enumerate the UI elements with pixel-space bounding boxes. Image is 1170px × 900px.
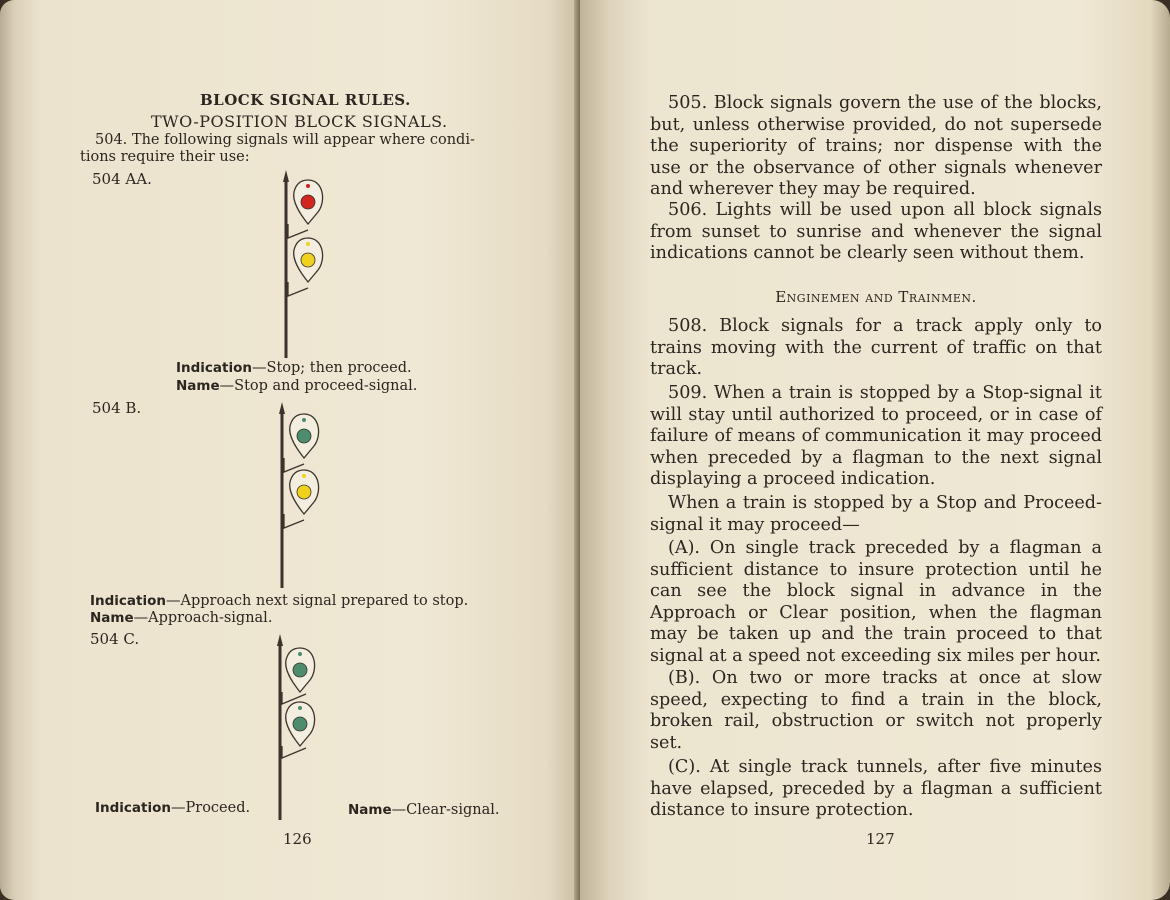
left-page	[0, 0, 580, 900]
signal-label-504c: 504 C.	[90, 630, 140, 648]
signal-label-504aa: 504 AA.	[92, 170, 152, 188]
paragraph-clause-a: (A). On single track preceded by a flagman a sufficient distance to insure protection until he can see the block signal in advance in the Approach or Clear position, when the flagman may be taken up and the train proceed to that signal at a speed not exceeding six miles per hour.	[650, 538, 1102, 666]
signal-504aa-name: Name—Stop and proceed-signal.	[176, 378, 418, 394]
section-heading: Enginemen and Trainmen.	[775, 288, 977, 306]
upper-lamp-assembly	[284, 414, 319, 472]
lower-lamp	[293, 717, 307, 731]
upper-lamp-assembly	[288, 180, 323, 238]
signal-504b-diagram	[264, 400, 334, 592]
lower-lamp	[297, 485, 311, 499]
paragraph-clause-c: (C). At single track tunnels, after five minutes have elapsed, preceded by a flagman a sufficient distance to insure protection.	[650, 757, 1102, 820]
intro-text-line1: 504. The following signals will appear where condi-	[95, 132, 475, 148]
paragraph-506: 506. Lights will be used upon all block signals from sunset to sunrise and whenever the signal indications cannot be clearly seen without them.	[650, 200, 1102, 263]
signal-504b-name: Name—Approach-signal.	[90, 610, 273, 626]
signal-504aa-diagram	[268, 168, 338, 364]
page-number-right: 127	[866, 830, 895, 848]
page-title: BLOCK SIGNAL RULES.	[200, 91, 411, 109]
signal-504aa-indication: Indication—Stop; then proceed.	[176, 360, 412, 376]
lower-lamp-assembly	[288, 238, 323, 296]
signal-504c-name: Name—Clear-signal.	[348, 802, 500, 818]
upper-lamp	[293, 663, 307, 677]
intro-text-line2: tions require their use:	[80, 149, 250, 165]
paragraph-505: 505. Block signals govern the use of the blocks, but, unless otherwise provided, do not supersede the superiority of trains; nor dispense with the use or the observance of other signals whenever and wherever they may be required.	[650, 93, 1102, 199]
upper-lamp	[297, 429, 311, 443]
upper-lamp-assembly	[282, 648, 315, 704]
signal-label-504b: 504 B.	[92, 399, 142, 417]
signal-504b-indication: Indication—Approach next signal prepared to stop.	[90, 593, 469, 609]
paragraph-clause-b: (B). On two or more tracks at once at slow speed, expecting to find a train in the block, broken rail, obstruction or switch not properly set.	[650, 668, 1102, 753]
signal-504c-diagram	[262, 632, 332, 824]
lower-lamp-assembly	[282, 702, 315, 758]
page-number-left: 126	[283, 830, 312, 848]
paragraph-stop-and-proceed: When a train is stopped by a Stop and Proceed-signal it may proceed—	[650, 493, 1102, 535]
paragraph-508: 508. Block signals for a track apply only to trains moving with the current of traffic on that track.	[650, 316, 1102, 379]
lower-lamp	[301, 253, 315, 267]
paragraph-509: 509. When a train is stopped by a Stop-signal it will stay until authorized to proceed, or in case of failure of means of communication it may proceed when preceded by a flagman to the next signal displaying a proceed indication.	[650, 383, 1102, 489]
signal-504c-indication: Indication—Proceed.	[95, 800, 251, 816]
page-subtitle: TWO-POSITION BLOCK SIGNALS.	[151, 112, 448, 131]
upper-lamp	[301, 195, 315, 209]
lower-lamp-assembly	[284, 470, 319, 528]
